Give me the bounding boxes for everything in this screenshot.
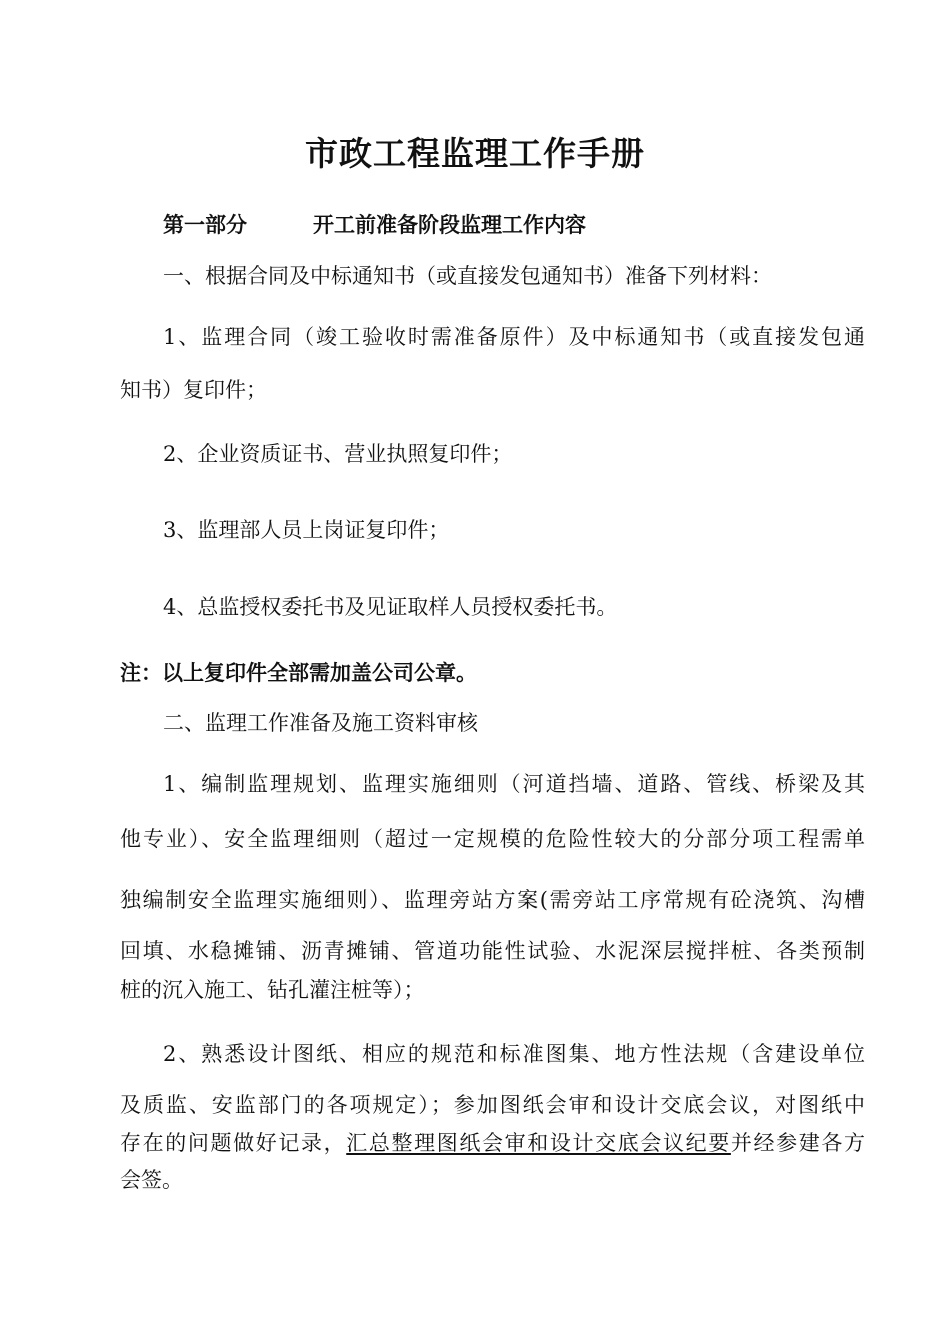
section-2-item-1-line-5: 桩的沉入施工、钻孔灌注桩等）；: [120, 978, 425, 1002]
underlined-minutes-text: 汇总整理图纸会审和设计交底会议纪要: [346, 1131, 731, 1155]
section-1-heading: 一、根据合同及中标通知书（或直接发包通知书）准备下列材料：: [163, 264, 772, 288]
section-1-item-3: 3、监理部人员上岗证复印件；: [163, 518, 450, 542]
document-title: 市政工程监理工作手册: [305, 134, 645, 173]
part-heading: [163, 211, 586, 239]
note: 注：以上复印件全部需加盖公司公章。: [120, 661, 477, 685]
section-1-item-2: 2、企业资质证书、营业执照复印件；: [163, 442, 513, 466]
section-2-item-2-line-1: 2、熟悉设计图纸、相应的规范和标准图集、地方性法规（含建设单位: [163, 1042, 865, 1066]
section-2-item-2-line-4: 会签。: [120, 1168, 183, 1192]
part-name: 开工前准备阶段监理工作内容: [313, 213, 586, 237]
section-2-item-1-line-2: 他专业）、安全监理细则（超过一定规模的危险性较大的分部分项工程需单: [120, 827, 865, 851]
line-3-text-b: 并经参建各方: [730, 1131, 865, 1155]
section-2-item-2-line-2: 及质监、安监部门的各项规定）；参加图纸会审和设计交底会议，对图纸中: [120, 1093, 865, 1117]
line-3-text-a: 存在的问题做好记录，: [120, 1131, 347, 1155]
section-2-item-1-line-1: 1、编制监理规划、监理实施细则（河道挡墙、道路、管线、桥梁及其: [163, 772, 865, 796]
section-1-item-1-line-1: 1、监理合同（竣工验收时需准备原件）及中标通知书（或直接发包通: [163, 325, 865, 349]
section-1-item-1-line-2: 知书）复印件；: [120, 378, 267, 402]
section-2-item-1-line-4: 回填、水稳摊铺、沥青摊铺、管道功能性试验、水泥深层搅拌桩、各类预制: [120, 939, 865, 963]
section-2-item-2-line-3: [120, 1129, 865, 1157]
section-2-heading: 二、监理工作准备及施工资料审核: [163, 711, 478, 735]
part-label: 第一部分: [163, 213, 247, 237]
section-1-item-4: 4、总监授权委托书及见证取样人员授权委托书。: [163, 595, 618, 619]
section-2-item-1-line-3: 独编制安全监理实施细则）、监理旁站方案(需旁站工序常规有砼浇筑、沟槽: [120, 888, 865, 912]
